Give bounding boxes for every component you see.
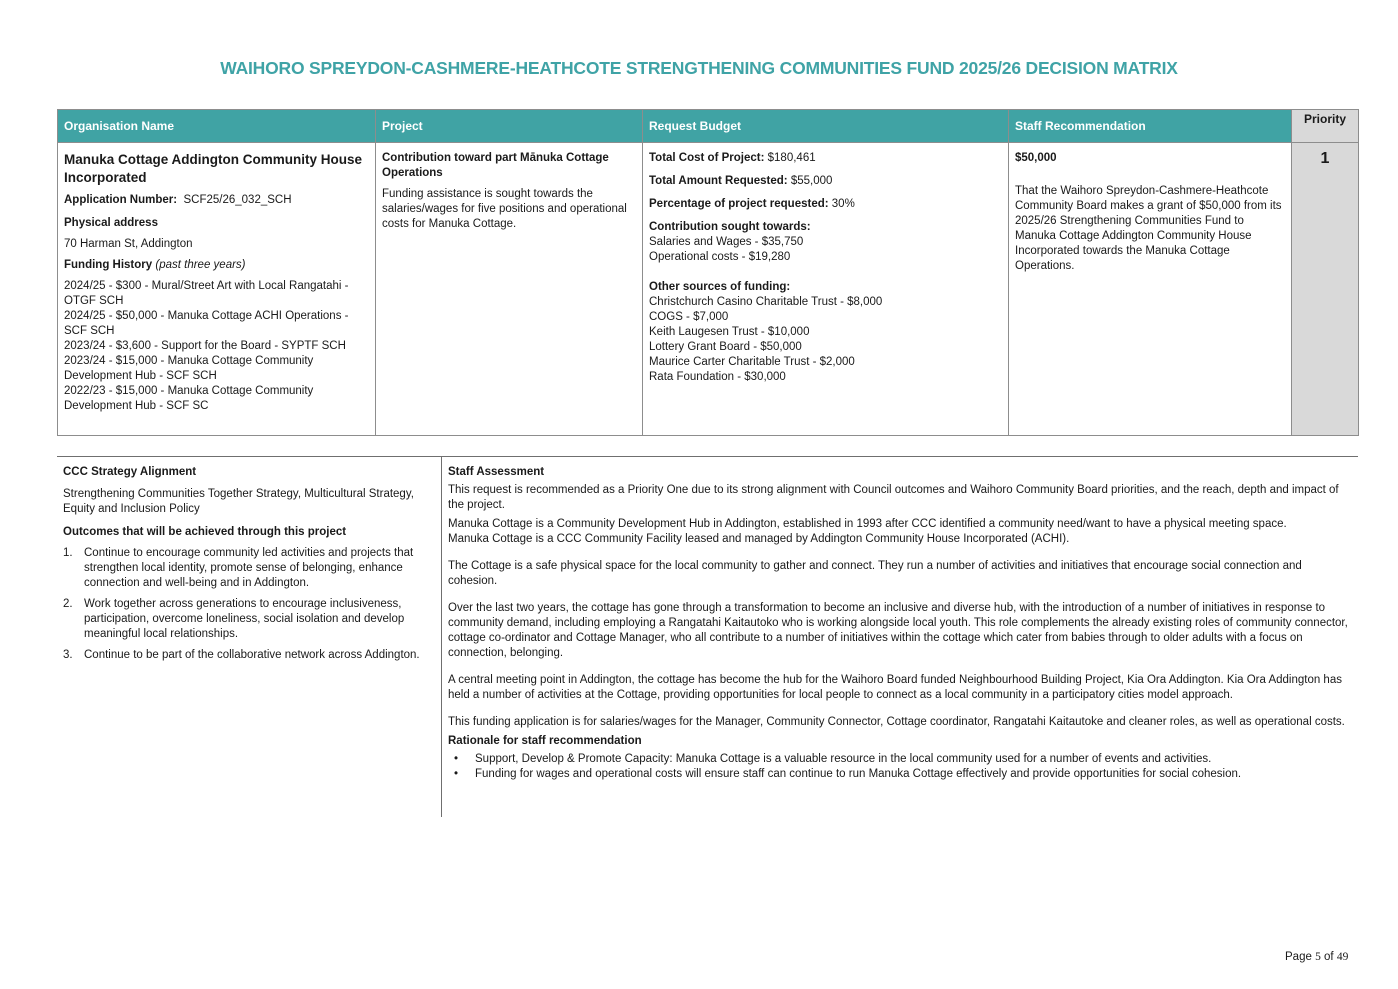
- other-source-item: COGS - $7,000: [649, 311, 729, 323]
- recommendation-cell: [1009, 143, 1292, 436]
- outcome-item: [63, 648, 434, 663]
- funding-history-list: [64, 279, 369, 414]
- percentage-value: 30%: [831, 198, 855, 210]
- strategy-alignment-column: [57, 457, 440, 817]
- other-source-item: Maurice Carter Charitable Trust - $2,000: [649, 356, 855, 368]
- address-value: 70 Harman St, Addington: [64, 238, 193, 250]
- project-description: Funding assistance is sought towards the salaries/wages for five positions and operational costs for Manuka Cottage.: [382, 188, 627, 230]
- rationale-list: [448, 752, 1352, 782]
- assessment-line: Manuka Cottage is a Community Development Hub in Addington, established in 1993 after CCC identified a community need/want to have a physical meeting space.: [448, 518, 1287, 530]
- outcome-number: 1.: [63, 547, 73, 559]
- outcome-item: [63, 597, 434, 642]
- percentage-requested: [649, 197, 1002, 212]
- assessment-paragraph: Over the last two years, the cottage has gone through a transformation to become an inclusive and diverse hub, with the introduction of a number of initiatives in response to community demand, including employing a Rangatahi Kaitautoko who is working alongside local youth. This role complements the already existing roles of community connector, cottage co-ordinator and Cottage Manager, who all contribute to a number of initiatives within the cottage which cater from babies through to older adults with a focus on connection, belonging.: [448, 602, 1348, 659]
- rationale-item: [448, 767, 1352, 782]
- strategy-heading: CCC Strategy Alignment: [63, 466, 197, 478]
- other-source-item: Keith Laugesen Trust - $10,000: [649, 326, 810, 338]
- outcomes-heading: Outcomes that will be achieved through this project: [63, 526, 347, 538]
- outcome-text: Continue to be part of the collaborative network across Addington.: [84, 649, 420, 661]
- assessment-paragraph: A central meeting point in Addington, the cottage has become the hub for the Waihoro Board funded Neighbourhood Building Project, Kia Ora Addington. Kia Ora Addington has held a number of activities at the Cottage, providing opportunities for local people to connect as a local community in a participatory cities model approach.: [448, 674, 1342, 701]
- header-recommendation: Staff Recommendation: [1009, 110, 1292, 143]
- of-word: of: [1324, 951, 1334, 963]
- organisation-name: Manuka Cottage Addington Community House Incorporated: [64, 152, 362, 185]
- contribution-item: Salaries and Wages - $35,750: [649, 236, 804, 248]
- rationale-text: Funding for wages and operational costs will ensure staff can continue to run Manuka Cottage effectively and provide opportunities for social cohesion.: [475, 768, 1242, 780]
- contributions: [649, 220, 1002, 265]
- priority-value: 1: [1320, 150, 1330, 167]
- funding-history-heading: [64, 258, 369, 273]
- funding-history-item: 2023/24 - $3,600 - Support for the Board - SYPTF SCH: [64, 340, 346, 352]
- funding-history-note: (past three years): [155, 259, 246, 271]
- assessment-section: [57, 456, 1358, 817]
- other-source-item: Rata Foundation - $30,000: [649, 371, 786, 383]
- staff-assessment-column: [441, 457, 1358, 817]
- recommendation-text: That the Waihoro Spreydon-Cashmere-Heathcote Community Board makes a grant of $50,000 from its 2025/26 Strengthening Communities Fund to Manuka Cottage Addington Community House Incorporated towards the Manuka Cottage Operations.: [1015, 185, 1282, 272]
- funding-history-item: 2024/25 - $300 - Mural/Street Art with Local Rangatahi - OTGF SCH: [64, 280, 349, 307]
- strategy-text: Strengthening Communities Together Strategy, Multicultural Strategy, Equity and Inclusion Policy: [63, 488, 414, 515]
- outcome-number: 3.: [63, 649, 73, 661]
- header-project: Project: [376, 110, 643, 143]
- outcome-text: Work together across generations to encourage inclusiveness, participation, overcome loneliness, social isolation and develop meaningful local relationships.: [84, 598, 405, 640]
- table-header-row: [58, 110, 1359, 143]
- header-organisation: Organisation Name: [58, 110, 376, 143]
- header-priority: Priority: [1292, 110, 1359, 143]
- outcome-item: [63, 546, 434, 591]
- rationale-item: [448, 752, 1352, 767]
- page-footer: [1285, 951, 1348, 963]
- funding-history-item: 2023/24 - $15,000 - Manuka Cottage Community Development Hub - SCF SCH: [64, 355, 314, 382]
- assessment-line: Manuka Cottage is a CCC Community Facility leased and managed by Addington Community House Incorporated (ACHI).: [448, 533, 1070, 545]
- contribution-item: Operational costs - $19,280: [649, 251, 791, 263]
- assessment-paragraph: This request is recommended as a Priority One due to its strong alignment with Council outcomes and Waihoro Community Board priorities, and the reach, depth and impact of the project.: [448, 484, 1339, 511]
- outcome-text: Continue to encourage community led activities and projects that strengthen local identity, promote sense of belonging, enhance connection and well-being and in Addington.: [84, 547, 414, 589]
- priority-cell: [1292, 143, 1359, 436]
- other-sources-label: Other sources of funding:: [649, 281, 791, 293]
- page-title: WAIHORO SPREYDON-CASHMERE-HEATHCOTE STRENGTHENING COMMUNITIES FUND 2025/26 DECISION MATRIX: [220, 58, 1178, 78]
- project-title: Contribution toward part Mānuka Cottage Operations: [382, 152, 609, 179]
- decision-matrix-table: [57, 109, 1359, 436]
- total-cost: [649, 151, 1002, 166]
- page-number: 5: [1315, 951, 1321, 963]
- total-pages: 49: [1336, 951, 1349, 963]
- rationale-text: Support, Develop & Promote Capacity: Manuka Cottage is a valuable resource in the local community used for a number of events and activities.: [475, 753, 1212, 765]
- total-cost-value: $180,461: [767, 152, 816, 164]
- bullet-icon: •: [454, 768, 459, 780]
- page-word: Page: [1285, 951, 1312, 963]
- percentage-label: Percentage of project requested:: [649, 198, 829, 210]
- header-budget: Request Budget: [643, 110, 1009, 143]
- recommended-amount: $50,000: [1015, 152, 1057, 164]
- other-source-item: Lottery Grant Board - $50,000: [649, 341, 802, 353]
- application-number-value: SCF25/26_032_SCH: [183, 194, 292, 206]
- outcomes-list: [63, 546, 434, 663]
- rationale-heading: Rationale for staff recommendation: [448, 735, 642, 747]
- funding-history-item: 2022/23 - $15,000 - Manuka Cottage Community Development Hub - SCF SC: [64, 385, 314, 412]
- application-number: [64, 193, 369, 208]
- address-label: Physical address: [64, 217, 158, 229]
- funding-history-label: Funding History: [64, 259, 153, 271]
- assessment-heading: Staff Assessment: [448, 466, 545, 478]
- contribution-label: Contribution sought towards:: [649, 221, 811, 233]
- assessment-paragraph: The Cottage is a safe physical space for the local community to gather and connect. They run a number of activities and initiatives that encourage social connection and cohesion.: [448, 560, 1302, 587]
- other-sources: [649, 280, 1002, 385]
- total-requested-label: Total Amount Requested:: [649, 175, 788, 187]
- other-source-item: Christchurch Casino Charitable Trust - $8,000: [649, 296, 883, 308]
- budget-cell: [643, 143, 1009, 436]
- table-row: [58, 143, 1359, 436]
- project-cell: [376, 143, 643, 436]
- total-cost-label: Total Cost of Project:: [649, 152, 765, 164]
- total-requested-value: $55,000: [790, 175, 833, 187]
- assessment-paragraph: This funding application is for salaries/wages for the Manager, Community Connector, Cottage coordinator, Rangatahi Kaitautoke and cleaner roles, as well as operational costs.: [448, 716, 1345, 728]
- application-number-label: Application Number:: [64, 194, 178, 206]
- bullet-icon: •: [454, 753, 459, 765]
- outcome-number: 2.: [63, 598, 73, 610]
- organisation-cell: [58, 143, 376, 436]
- total-requested: [649, 174, 1002, 189]
- assessment-paragraph: [448, 517, 1352, 547]
- funding-history-item: 2024/25 - $50,000 - Manuka Cottage ACHI Operations - SCF SCH: [64, 310, 349, 337]
